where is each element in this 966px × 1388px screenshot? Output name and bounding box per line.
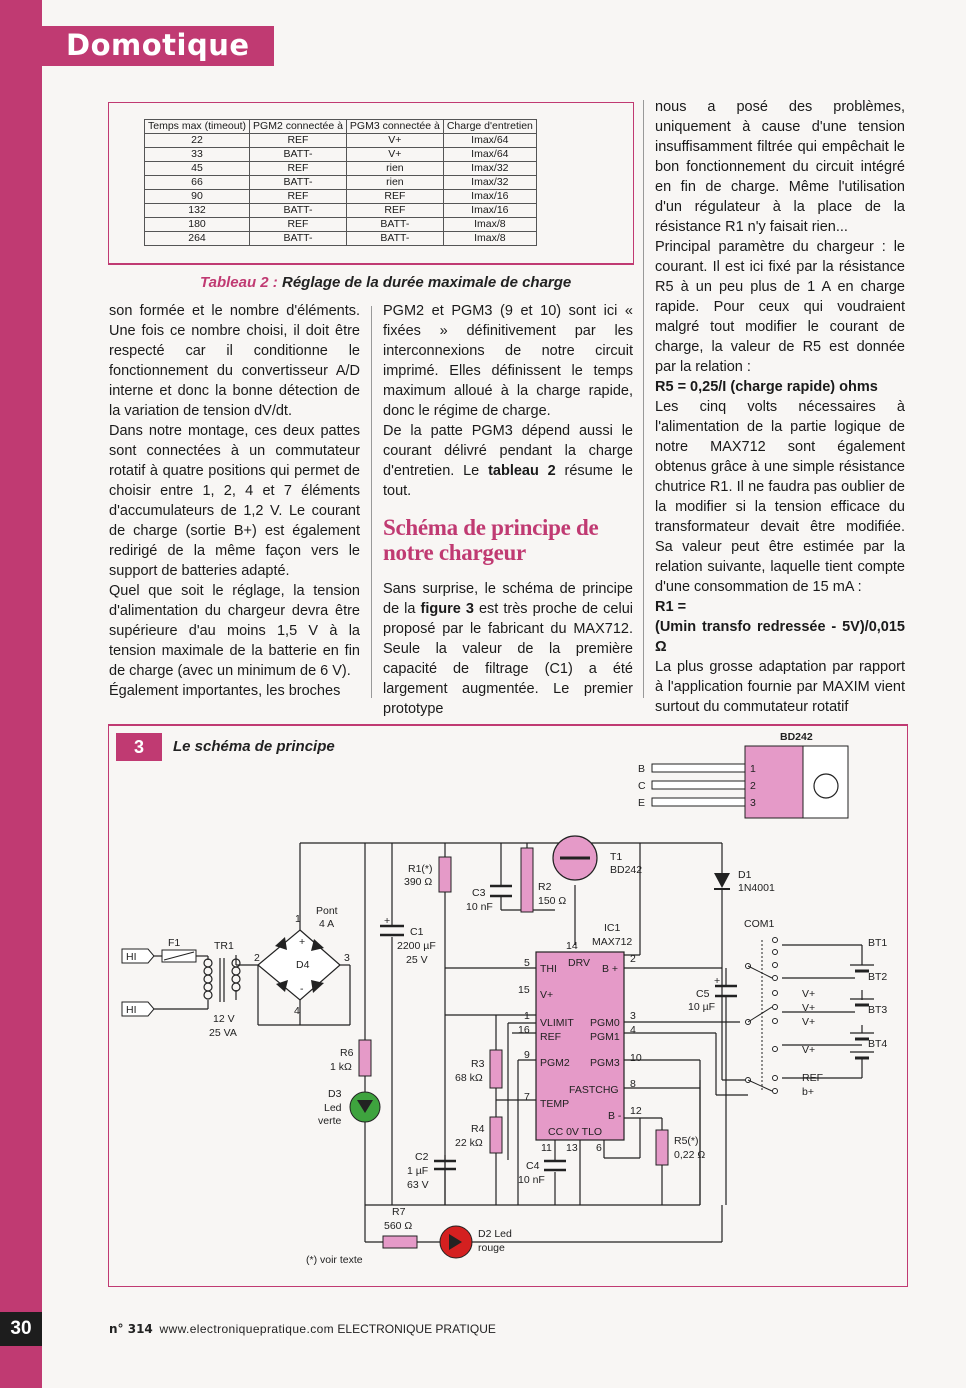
website-link[interactable]: www.electroniquepratique.com (159, 1322, 335, 1336)
label: D4 (296, 959, 310, 971)
label: 2 (750, 780, 756, 792)
paragraph: nous a posé des problèmes, uniquement à cause d'une tension insuffisamment filtrée qui empêchait le bon fonctionnement du circuit intégré en fin de charge. Même l'utilisation d'un régulateur à la place de la résistance R1 n'y faisait rien... (655, 99, 905, 235)
table-cell: Imax/16 (443, 204, 536, 218)
label: 2 (630, 953, 636, 965)
label: 22 kΩ (455, 1137, 483, 1149)
table-cell: REF (250, 162, 347, 176)
label: MAX712 (592, 936, 633, 948)
resistor-r1 (439, 857, 451, 892)
label: REF (540, 1031, 561, 1043)
label: HI (126, 951, 137, 963)
paragraph: Quel que soit le réglage, la tension d'alimentation du chargeur devra être supérieure d'au moins 1,5 V à la tension maximale de la batterie en fin de charge (avec un minimum de 6 V). (109, 583, 360, 679)
label: 6 (596, 1142, 602, 1154)
pin-lead (652, 798, 745, 806)
label: 16 (518, 1024, 530, 1036)
label: IC1 (604, 922, 621, 934)
table-cell: BATT- (250, 148, 347, 162)
label: rouge (478, 1242, 505, 1254)
label: 5 (524, 957, 530, 969)
label: R1(*) (408, 863, 433, 875)
label: THI (540, 963, 557, 975)
label: verte (318, 1115, 342, 1127)
table-cell: rien (346, 162, 443, 176)
label: BT4 (868, 1038, 888, 1050)
label: C4 (526, 1160, 540, 1172)
label: 15 (518, 984, 530, 996)
label: 11 (541, 1142, 552, 1154)
label: R6 (340, 1047, 354, 1059)
label: BD242 (610, 864, 643, 876)
label: 3 (750, 797, 756, 809)
table-cell: REF (250, 134, 347, 148)
table-cell: 66 (145, 176, 250, 190)
label: V+ (540, 989, 554, 1001)
label: PGM1 (590, 1031, 620, 1043)
label: 2200 µF (397, 940, 436, 952)
table-cell: Imax/8 (443, 232, 536, 246)
table-cell: BATT- (346, 232, 443, 246)
table-cell: V+ (346, 134, 443, 148)
label: COM1 (744, 918, 775, 930)
table-header: Temps max (timeout) (145, 120, 250, 134)
label: D2 Led (478, 1228, 512, 1240)
label: V+ (802, 1044, 816, 1056)
label: TR1 (214, 940, 234, 952)
resistor-r6 (359, 1040, 371, 1076)
label: PGM0 (590, 1017, 620, 1029)
label: 2 (254, 952, 260, 964)
table-cell: Imax/32 (443, 176, 536, 190)
label: R5(*) (674, 1135, 699, 1147)
table-cell: BATT- (346, 218, 443, 232)
label: FASTCHG (569, 1084, 619, 1096)
label: 13 (566, 1142, 578, 1154)
label: Pont (316, 905, 338, 917)
label: V+ (802, 1016, 816, 1028)
table-cell: BATT- (250, 204, 347, 218)
label: PGM2 (540, 1057, 570, 1069)
paragraph: Également importantes, les broches (109, 683, 341, 699)
paragraph: son formée et le nombre d'éléments. Une fois ce nombre choisi, il doit être respecté car il conditionne le fonctionnement du convertisseur A/D interne et donc la bonne détection de la variation de tension dV/dt. (109, 303, 360, 419)
table-cell: 90 (145, 190, 250, 204)
table-cell: REF (346, 190, 443, 204)
label: 3 (344, 952, 350, 964)
label: 4 (294, 1005, 300, 1017)
resistor-r2 (521, 848, 533, 912)
paragraph: PGM2 et PGM3 (9 et 10) sont ici « fixées » définitivement par les interconnexions de notre circuit imprimé. Elles définissent le temps maximum alloué à la charge rapide, donc le régime de charge. (383, 303, 633, 419)
rotary-switch-com1 (746, 938, 778, 1094)
label: TEMP (540, 1098, 570, 1110)
label: C1 (410, 926, 424, 938)
label: 1 (524, 1010, 530, 1022)
label: + (384, 915, 391, 927)
pin-lead (652, 781, 745, 789)
label: 1 (295, 913, 301, 925)
table-cell: Imax/64 (443, 134, 536, 148)
label: 1 kΩ (330, 1061, 352, 1073)
figure-number: 3 (116, 733, 162, 761)
label: 9 (524, 1049, 530, 1061)
label: R2 (538, 881, 552, 893)
label: 150 Ω (538, 895, 567, 907)
resistor-r4 (490, 1117, 502, 1153)
table-cell: BATT- (250, 176, 347, 190)
page-number: 30 (0, 1312, 42, 1346)
table-cell: Imax/64 (443, 148, 536, 162)
label: 7 (524, 1091, 530, 1103)
table-cell: 33 (145, 148, 250, 162)
label: 68 kΩ (455, 1072, 483, 1084)
label: Led (324, 1102, 342, 1114)
table-header: Charge d'entretien (443, 120, 536, 134)
table-cell: REF (346, 204, 443, 218)
resistor-r5 (656, 1130, 668, 1165)
pin-lead (652, 764, 745, 772)
text-run: est très proche de celui proposé par le fabricant du MAX712. Seule la valeur de la première capacité de filtrage (C1) a été largement augmentée. Le premier prototype (383, 601, 633, 717)
text-run: De la patte PGM3 dépend aussi le courant délivré pendant la charge d'entretien. Le (383, 423, 633, 479)
magazine-name: ELECTRONIQUE PRATIQUE (334, 1322, 496, 1336)
table-cell: 264 (145, 232, 250, 246)
label: DRV (568, 957, 590, 969)
label: BT2 (868, 971, 888, 983)
table-cell: Imax/8 (443, 218, 536, 232)
label: V+ (802, 988, 816, 1000)
label: 4 A (319, 918, 335, 930)
table-caption-text: Réglage de la durée maximale de charge (277, 274, 572, 291)
formula-r1: (Umin transfo redressée - 5V)/0,015 Ω (655, 619, 905, 655)
label: 12 (630, 1105, 642, 1117)
label: BT1 (868, 937, 888, 949)
label: B (638, 763, 646, 775)
label: 10 nF (518, 1174, 545, 1186)
table-cell: 180 (145, 218, 250, 232)
label: BT3 (868, 1004, 888, 1016)
table-cell: V+ (346, 148, 443, 162)
label: 3 (630, 1010, 636, 1022)
label: R3 (471, 1058, 485, 1070)
table-cell: Imax/16 (443, 190, 536, 204)
label: R4 (471, 1123, 485, 1135)
label: CC 0V TLO (548, 1126, 603, 1138)
label: 25 V (406, 954, 428, 966)
label: T1 (610, 851, 623, 863)
label: B - (608, 1110, 622, 1122)
table-header: PGM2 connectée à (250, 120, 347, 134)
formula-r1-label: R1 = (655, 599, 687, 615)
paragraph: Dans notre montage, ces deux pattes sont connectées à un commutateur rotatif à quatre positions qui permet de choisir entre 1, 2, 4 et 7 éléments d'accumulateurs de 1,2 V. Le courant de charge (sortie B+) est également redirigé de la même façon vers le support de batteries adapté. (109, 423, 360, 579)
label: 1 µF (407, 1165, 429, 1177)
table-caption-prefix: Tableau 2 : (200, 274, 278, 291)
figure-reference: figure 3 (420, 601, 474, 617)
label: 1 (750, 763, 756, 775)
label: 4 (630, 1024, 636, 1036)
label: R7 (392, 1206, 406, 1218)
diode-d1-icon (714, 873, 730, 888)
paragraph: Principal paramètre du chargeur : le courant. Il est ici fixé par la résistance R5 à un peu plus de 1 A en charge rapide. Pour ceux qui voudraient malgré tout modifier le courant de charge, la valeur de R5 est donnée par la relation : (655, 239, 905, 375)
resistor-r3 (490, 1050, 502, 1088)
transformer-tr1 (204, 958, 240, 1002)
label: 10 µF (688, 1001, 716, 1013)
label: C3 (472, 887, 486, 899)
label: V+ (802, 1002, 816, 1014)
table-cell: 22 (145, 134, 250, 148)
table-cell: 132 (145, 204, 250, 218)
label: 390 Ω (404, 876, 433, 888)
label: VLIMIT (540, 1017, 574, 1029)
label: F1 (168, 937, 181, 949)
section-heading: Schéma de principe de notre chargeur (383, 515, 599, 565)
resistor-r7 (383, 1236, 417, 1248)
table-header: PGM3 connectée à (346, 120, 443, 134)
text-run: résume le tout. (383, 463, 633, 499)
label: HI (126, 1004, 137, 1016)
table-cell: BATT- (250, 232, 347, 246)
table-cell: 45 (145, 162, 250, 176)
label: 10 nF (466, 901, 493, 913)
paragraph: Les cinq volts nécessaires à l'alimentation de la partie logique de notre MAX712 sont également obtenus grâce à une simple résistance chutrice R1. Il ne faudra pas oublier de la modifier si la tension efficace du transformateur devait être modifiée. Sa valeur peut être estimée par la relation suivante, laquelle tient compte d'une consommation de 15 mA : (655, 399, 905, 595)
label: 560 Ω (384, 1220, 413, 1232)
figure-caption: Le schéma de principe (173, 738, 335, 755)
issue-number: n° 314 (109, 1322, 153, 1336)
section-title: Domotique (66, 28, 250, 62)
text-run: Sans surprise, le schéma de principe de la (383, 581, 633, 617)
page-footer (109, 1322, 496, 1336)
label: (*) voir texte (306, 1254, 363, 1266)
table-cell: REF (250, 190, 347, 204)
label: E (638, 797, 646, 809)
label: 14 (566, 940, 578, 952)
table-reference: tableau 2 (488, 463, 556, 479)
paragraph: La plus grosse adaptation par rapport à l'application fournie par MAXIM vient surtout du commutateur rotatif (655, 659, 905, 715)
label: + (714, 975, 721, 987)
table-cell: REF (250, 218, 347, 232)
label: PGM3 (590, 1057, 620, 1069)
label: D3 (328, 1088, 342, 1100)
label: C2 (415, 1151, 429, 1163)
label: 63 V (407, 1179, 429, 1191)
label: 0,22 Ω (674, 1149, 706, 1161)
table-cell: Imax/32 (443, 162, 536, 176)
wires (152, 768, 862, 1242)
label: B + (602, 963, 619, 975)
table-cell: rien (346, 176, 443, 190)
label: 10 (630, 1052, 642, 1064)
label: C5 (696, 988, 710, 1000)
label: 1N4001 (738, 882, 775, 894)
label: b+ (802, 1086, 814, 1098)
label: C (638, 780, 646, 792)
label: D1 (738, 869, 752, 881)
label: + (299, 936, 306, 948)
label: REF (802, 1072, 823, 1084)
label: - (300, 983, 304, 995)
label: 12 V (213, 1013, 235, 1025)
formula-r5: R5 = 0,25/I (charge rapide) ohms (655, 379, 878, 395)
label: BD242 (780, 731, 813, 743)
mounting-hole-icon (814, 774, 838, 798)
label: 8 (630, 1078, 636, 1090)
label: 25 VA (209, 1027, 237, 1039)
